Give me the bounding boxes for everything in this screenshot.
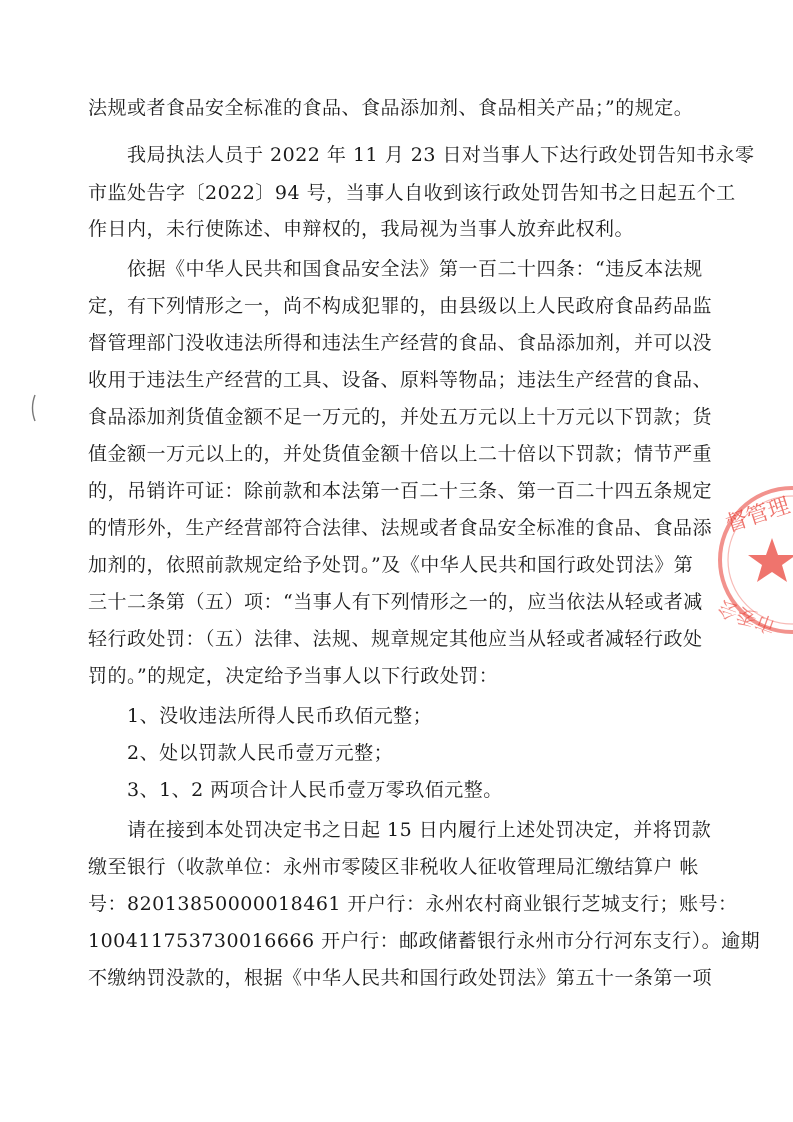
text-line: 定，有下列情形之一，尚不构成犯罪的，由县级以上人民政府食品药品监	[88, 295, 713, 317]
text-line: 加剂的，依照前款规定给予处罚。”及《中华人民共和国行政处罚法》第	[88, 554, 694, 576]
text-line: 不缴纳罚没款的，根据《中华人民共和国行政处罚法》第五十一条第一项	[88, 967, 713, 989]
text-line: 的情形外，生产经营部符合法律、法规或者食品安全标准的食品、食品添	[88, 517, 713, 539]
text-line: 依据《中华人民共和国食品安全法》第一百二十四条：“违反本法规	[127, 258, 703, 280]
text-line: 三十二条第（五）项：“当事人有下列情形之一的，应当依法从轻或者减	[88, 591, 703, 613]
text-line: 市监处告字〔2022〕94 号，当事人自收到该行政处罚告知书之日起五个工	[88, 182, 736, 204]
text-line: 作日内，未行使陈述、申辩权的，我局视为当事人放弃此权利。	[88, 218, 635, 240]
official-seal-stamp	[712, 460, 793, 660]
list-item: 2、处以罚款人民币壹万元整；	[127, 742, 394, 764]
text-line: 值金额一万元以上的，并处货值金额十倍以上二十倍以下罚款；情节严重	[88, 443, 713, 465]
text-line: 的，吊销许可证：除前款和本法第一百二十三条、第一百二十四五条规定	[88, 480, 713, 502]
svg-text:督管理: 督管理	[722, 493, 793, 538]
text-line: 督管理部门没收违法所得和违法生产经营的食品、食品添加剂，并可以没	[88, 332, 713, 354]
text-line: 100411753730016666 开户行：邮政储蓄银行永州市分行河东支行）。逾期	[88, 930, 761, 952]
text-line: 食品添加剂货值金额不足一万元的，并处五万元以上十万元以下罚款；货	[88, 406, 713, 428]
text-line: 罚的。”的规定，决定给予当事人以下行政处罚：	[88, 665, 499, 687]
text-line: 法规或者食品安全标准的食品、食品添加剂、食品相关产品；”的规定。	[88, 97, 694, 119]
text-line: 缴至银行（收款单位：永州市零陵区非税收人征收管理局汇缴结算户 帐	[88, 856, 700, 878]
text-line: 我局执法人员于 2022 年 11 月 23 日对当事人下达行政处罚告知书永零	[127, 144, 755, 166]
list-item: 3、1、2 两项合计人民币壹万零玖佰元整。	[127, 779, 503, 801]
svg-text:市委会: 市委会	[714, 595, 779, 639]
text-line: 收用于违法生产经营的工具、设备、原料等物品；违法生产经营的食品、	[88, 369, 713, 391]
scan-mark	[28, 393, 38, 423]
text-line: 号：82013850000018461 开户行：永州农村商业银行芝城支行；账号：	[88, 893, 738, 915]
text-line: 轻行政处罚：（五）法律、法规、规章规定其他应当从轻或者减轻行政处	[88, 628, 703, 650]
list-item: 1、没收违法所得人民币玖佰元整；	[127, 705, 433, 727]
text-line: 请在接到本处罚决定书之日起 15 日内履行上述处罚决定，并将罚款	[127, 819, 712, 841]
